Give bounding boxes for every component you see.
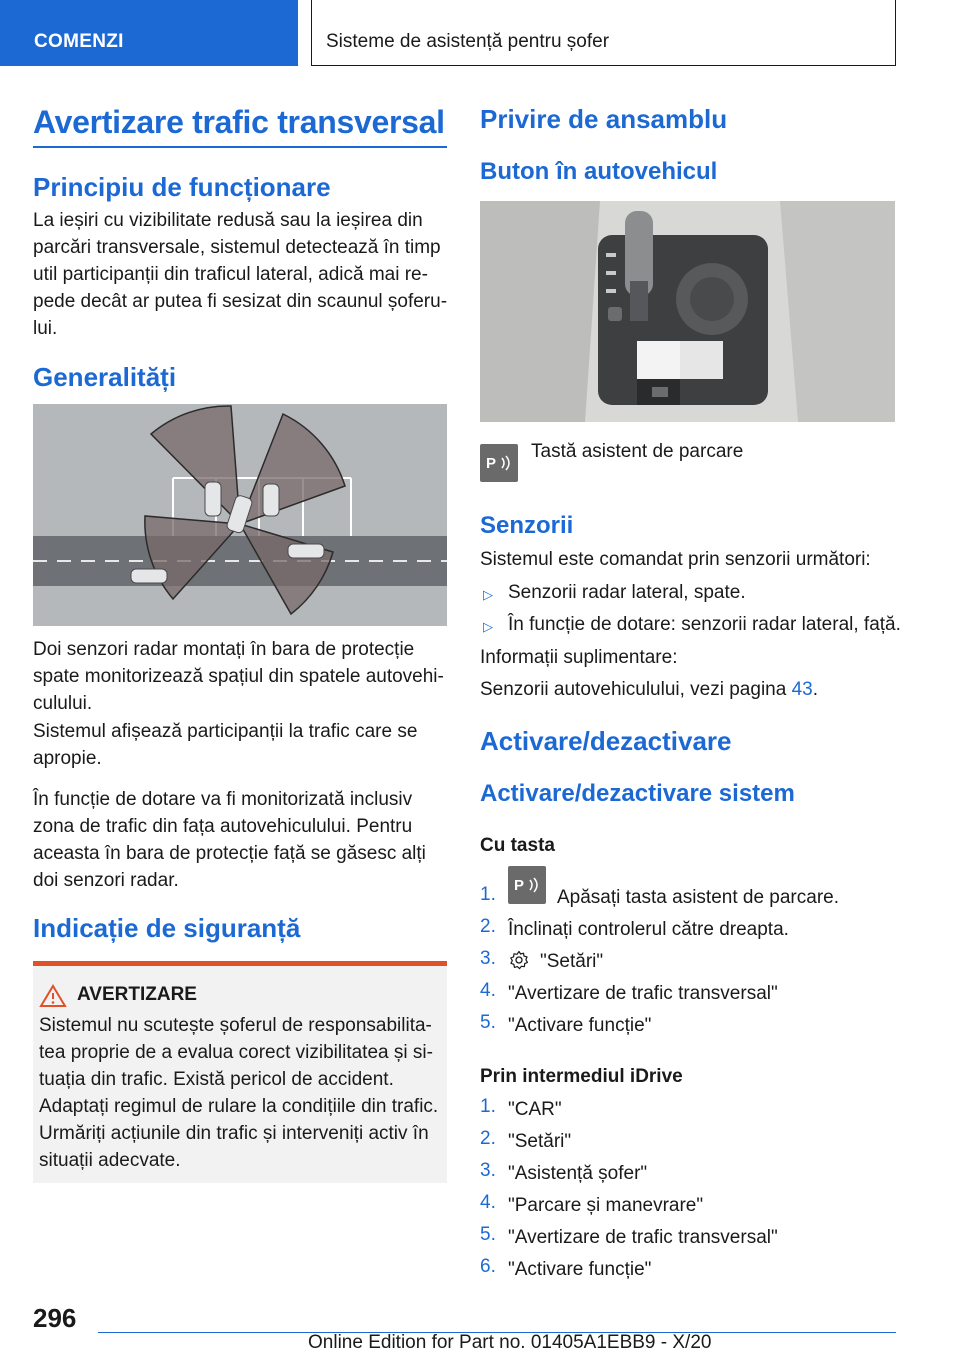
general-paragraph-3: În funcție de dotare va fi monitorizată inclusiv zona de trafic din fața autovehiculului. Pentru aceasta în bara de protecție față se găsesc alți doi senzori radar. xyxy=(33,789,426,891)
step-number: 2. xyxy=(480,916,496,937)
principle-heading: Principiu de funcționare xyxy=(33,172,331,202)
edition-text: Online Edition for Part no. 01405A1EBB9 - X/20 xyxy=(308,1332,712,1353)
step-number: 1. xyxy=(480,1096,496,1117)
sensors-intro: Sistemul este comandat prin senzorii următori: xyxy=(480,549,871,570)
with-key-heading: Cu tasta xyxy=(480,835,555,856)
button-heading: Buton în autovehicul xyxy=(480,158,718,185)
sensor-item: Senzorii radar lateral, spate. xyxy=(508,582,746,603)
warning-title: AVERTIZARE xyxy=(77,984,197,1005)
title-underline xyxy=(33,146,447,148)
step-text: "Activare funcție" xyxy=(508,1259,652,1280)
radar-coverage-illustration xyxy=(33,404,447,626)
sensor-item: În funcție de dotare: senzorii radar lateral, față. xyxy=(508,614,901,635)
step-number: 4. xyxy=(480,1192,496,1213)
principle-text: La ieșiri cu vizibilitate redusă sau la ieșirea din parcări transversale, sistemul detectează în timp util participanții din traficul lateral, adică mai re- pede decât ar putea fi sesizat din scaunul șoferu- lui. xyxy=(33,210,448,339)
step-text: "Setări" xyxy=(508,1131,572,1152)
idrive-heading: Prin intermediul iDrive xyxy=(480,1066,683,1087)
page-link[interactable]: 43 xyxy=(791,679,813,700)
gear-icon xyxy=(509,950,529,970)
general-paragraph-2: Sistemul afișează participanții la trafic care se apropie. xyxy=(33,721,418,769)
section-label: COMENZI xyxy=(34,31,124,52)
step-text: "Setări" xyxy=(540,951,604,972)
step-text: "Avertizare de trafic transversal" xyxy=(508,1227,778,1248)
sensors-heading: Senzorii xyxy=(480,512,574,539)
general-heading: Generalități xyxy=(33,362,177,392)
more-info-line: Senzorii autovehiculului, vezi pagina 43. xyxy=(480,679,819,700)
general-paragraph-1: Doi senzori radar montați în bara de protecție spate monitorizează spațiul din spatele autovehi- culului. xyxy=(33,639,444,714)
step-number: 2. xyxy=(480,1128,496,1149)
step-text: "Parcare și manevrare" xyxy=(508,1195,704,1216)
chapter-label: Sisteme de asistență pentru șofer xyxy=(326,31,610,52)
activation-subheading: Activare/dezactivare sistem xyxy=(480,780,795,807)
section-tab xyxy=(0,0,298,66)
chapter-tab xyxy=(311,0,896,66)
step-text: Înclinați controlerul către dreapta. xyxy=(508,919,789,940)
step-number: 5. xyxy=(480,1224,496,1245)
overview-heading: Privire de ansamblu xyxy=(480,104,728,134)
step-number: 1. xyxy=(480,884,496,905)
svg-text:P: P xyxy=(486,455,497,472)
page-number: 296 xyxy=(33,1303,77,1333)
bullet-triangle-icon: ▷ xyxy=(483,619,493,634)
step-number: 5. xyxy=(480,1012,496,1033)
step-number: 4. xyxy=(480,980,496,1001)
center-console-image xyxy=(480,201,895,422)
step-text: Apăsați tasta asistent de parcare. xyxy=(557,887,839,908)
activation-heading: Activare/dezactivare xyxy=(480,726,732,756)
svg-text:P: P xyxy=(514,877,525,894)
bullet-triangle-icon: ▷ xyxy=(483,587,493,602)
warning-box xyxy=(33,961,447,1183)
step-number: 6. xyxy=(480,1256,496,1277)
step-number: 3. xyxy=(480,1160,496,1181)
parking-assistant-key-icon xyxy=(508,866,546,904)
step-text: "Asistență șofer" xyxy=(508,1163,648,1184)
step-text: "CAR" xyxy=(508,1099,562,1120)
more-info-label: Informații suplimentare: xyxy=(480,647,678,668)
step-number: 3. xyxy=(480,948,496,969)
parking-assistant-key-icon xyxy=(480,444,518,482)
key-caption: Tastă asistent de parcare xyxy=(531,441,744,462)
step-text: "Avertizare de trafic transversal" xyxy=(508,983,778,1004)
warning-text: Sistemul nu scutește șoferul de responsabilita- tea proprie de a evalua corect vizibilitatea și si- tuația din trafic. Există pericol de accident. Adaptați regimul de rulare la condițiile din trafic. Urmăriți acțiunile din trafic și interveniți activ în situații adecvate. xyxy=(39,1015,439,1171)
page-title: Avertizare trafic transversal xyxy=(33,104,445,140)
safety-heading: Indicație de siguranță xyxy=(33,913,301,943)
step-text: "Activare funcție" xyxy=(508,1015,652,1036)
warning-triangle-icon xyxy=(39,984,67,1008)
